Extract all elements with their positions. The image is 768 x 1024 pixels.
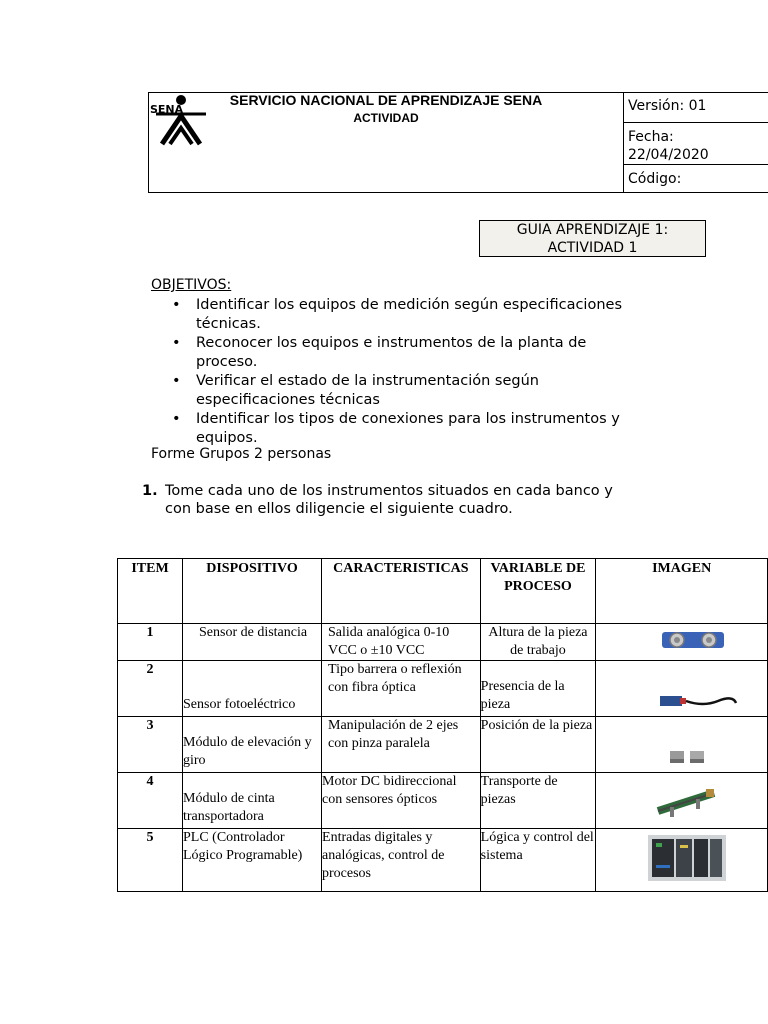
device-image: [596, 717, 768, 773]
item-number: 4: [118, 773, 183, 829]
device-features: Manipulación de 2 ejes con pinza paralela: [322, 717, 481, 773]
column-header-features: CARACTERISTICAS: [322, 559, 481, 624]
item-number: 5: [118, 829, 183, 892]
process-variable: Posición de la pieza: [480, 717, 596, 773]
plc-icon: [648, 835, 726, 881]
item-number: 3: [118, 717, 183, 773]
table-header-row: [118, 559, 768, 624]
column-header-variable: VARIABLE DE PROCESO: [480, 559, 596, 624]
objective-text: Identificar los equipos de medición según especificaciones técnicas.: [196, 297, 622, 332]
column-header-device: DISPOSITIVO: [183, 559, 322, 624]
lift-rotate-module-icon: [668, 747, 708, 765]
guide-box: [479, 220, 706, 257]
device-features: Tipo barrera o reflexión con fibra óptica: [322, 661, 481, 717]
list-item: [170, 334, 650, 372]
list-item: [170, 410, 650, 448]
sena-logo-icon: [150, 94, 214, 146]
bullet-icon: •: [172, 373, 181, 389]
organization-name: SERVICIO NACIONAL DE APRENDIZAJE SENA: [229, 92, 543, 108]
objectives-heading: OBJETIVOS:: [151, 277, 232, 293]
process-variable: Transporte de piezas: [480, 773, 596, 829]
item-number: 2: [118, 661, 183, 717]
guide-title: GUIA APRENDIZAJE 1:: [516, 222, 669, 238]
code-label: Código:: [628, 171, 682, 187]
device-name: PLC (Controlador Lógico Programable): [183, 829, 322, 892]
task-number: 1.: [142, 483, 158, 499]
document-type: ACTIVIDAD: [353, 111, 419, 125]
device-features: Motor DC bidireccional con sensores ópticos: [322, 773, 481, 829]
date-label: Fecha:: [628, 129, 674, 145]
column-header-item: ITEM: [118, 559, 183, 624]
logo-text: SENA: [150, 103, 184, 116]
list-item: [170, 296, 650, 334]
device-image: [596, 661, 768, 717]
bullet-icon: •: [172, 335, 181, 351]
device-image: [596, 773, 768, 829]
table-row: [118, 773, 768, 829]
table-row: [118, 661, 768, 717]
device-name: Módulo de elevación y giro: [183, 717, 322, 773]
bullet-icon: •: [172, 411, 181, 427]
objectives-list: [170, 296, 650, 448]
guide-activity: ACTIVIDAD 1: [547, 240, 638, 256]
objective-text: Verificar el estado de la instrumentación según especificaciones técnicas: [196, 373, 539, 408]
conveyor-module-icon: [656, 785, 718, 819]
column-header-image: IMAGEN: [596, 559, 768, 624]
date-value: 22/04/2020: [628, 147, 709, 163]
item-number: 1: [118, 624, 183, 661]
task-instruction: Tome cada uno de los instrumentos situados en cada banco y con base en ellos diligencie el siguiente cuadro.: [165, 483, 613, 517]
table-row: [118, 829, 768, 892]
device-name: Módulo de cinta transportadora: [183, 773, 322, 829]
process-variable: Lógica y control del sistema: [480, 829, 596, 892]
process-variable: Altura de la pieza de trabajo: [480, 624, 596, 661]
list-item: [170, 372, 650, 410]
header-row-divider: [623, 122, 768, 123]
ultrasonic-sensor-icon: [658, 626, 728, 656]
bullet-icon: •: [172, 297, 181, 313]
device-name: Sensor fotoeléctrico: [183, 661, 322, 717]
device-image: [596, 624, 768, 661]
groups-instruction: Forme Grupos 2 personas: [151, 446, 332, 462]
photoelectric-sensor-icon: [658, 691, 738, 711]
header-divider: [623, 92, 624, 193]
instruments-table: [117, 558, 768, 892]
device-name: Sensor de distancia: [183, 624, 322, 661]
objective-text: Identificar los tipos de conexiones para los instrumentos y equipos.: [196, 411, 620, 446]
version-label: Versión: 01: [628, 98, 707, 114]
device-features: Entradas digitales y analógicas, control de procesos: [322, 829, 481, 892]
table-row: [118, 717, 768, 773]
table-row: [118, 624, 768, 661]
device-features: Salida analógica 0-10 VCC o ±10 VCC: [322, 624, 481, 661]
device-image: [596, 829, 768, 892]
objective-text: Reconocer los equipos e instrumentos de la planta de proceso.: [196, 335, 587, 370]
header-row-divider: [623, 164, 768, 165]
process-variable: Presencia de la pieza: [480, 661, 596, 717]
